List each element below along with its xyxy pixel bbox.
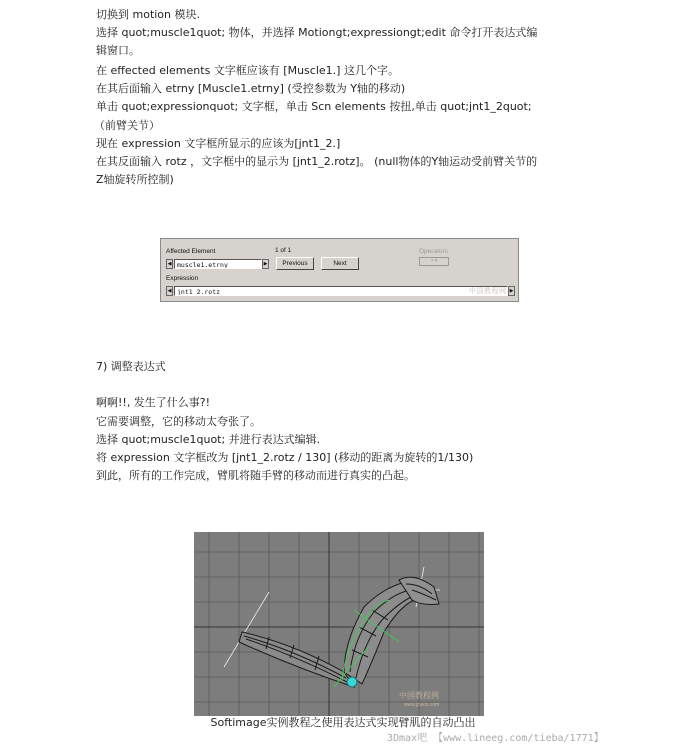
expression-scroll-right-icon[interactable]: ▶ <box>509 288 514 294</box>
step-line-7: （前臂关节） <box>94 119 160 132</box>
step-line-3: 辑窗口。 <box>96 44 140 57</box>
expression-editor-dialog <box>160 238 519 302</box>
affected-scroll-right-icon[interactable]: ▶ <box>263 261 268 267</box>
previous-button[interactable]: Previous <box>276 257 314 270</box>
step-line-2: 选择 quot;muscle1quot; 物体，并选择 Motiongt;expressiongt;edit 命令打开表达式编 <box>96 26 538 39</box>
element-counter: 1 of 1 <box>275 247 292 254</box>
affected-scroll-left-icon[interactable]: ◀ <box>167 261 172 267</box>
affected-element-label: Affected Element <box>166 248 216 255</box>
step-line-6: 单击 quot;expressionquot; 文字框，单击 Scn elements 按扭,单击 quot;jnt1_2quot; <box>96 100 532 113</box>
section-heading: 7) 调整表达式 <box>96 360 166 373</box>
operators-label: Operators <box>419 248 448 255</box>
footer-watermark: 3Dmax吧 【www.lineeg.com/tieba/1771】 <box>387 733 604 744</box>
expression-label: Expression <box>166 275 199 282</box>
expression-scroll-left-icon[interactable]: ◀ <box>167 288 172 294</box>
arm-viewport-image <box>194 532 484 716</box>
affected-element-field[interactable]: muscle1.etrny <box>174 259 262 269</box>
step-b-line-2: 它需要调整，它的移动太夸张了。 <box>96 415 261 428</box>
viewport-watermark: 中国教程网 <box>399 691 439 700</box>
step-b-line-4: 将 expression 文字框改为 [jnt1_2.rotz / 130] (移动的距离为旋转的1/130) <box>96 451 474 464</box>
operators-dropdown[interactable]: + ▾ <box>419 257 449 266</box>
step-line-4: 在 effected elements 文字框应该有 [Muscle1.] 这几个字。 <box>96 64 399 77</box>
step-b-line-5: 到此，所有的工作完成，臂肌将随手臂的移动而进行真实的凸起。 <box>96 469 415 482</box>
step-line-9: 在其反面输入 rotz ，文字框中的显示为 [jnt1_2.rotz]。 (null物体的Y轴运动受前臂关节的 <box>96 155 538 168</box>
step-b-line-3: 选择 quot;muscle1quot; 并进行表达式编辑. <box>96 433 321 446</box>
step-line-5: 在其后面输入 etrny [Muscle1.etrny] (受控参数为 Y轴的移动) <box>96 82 406 95</box>
dialog-watermark: 中国教程网 <box>469 288 507 295</box>
step-line-1: 切换到 motion 模块. <box>96 8 201 21</box>
image-caption: Softimage实例教程之使用表达式实现臂肌的自动凸出 <box>210 716 476 729</box>
step-line-8: 现在 expression 文字框所显示的应该为[jnt1_2.] <box>96 137 341 150</box>
viewport-watermark-url: www.jcwcn.com <box>404 702 440 708</box>
expression-field[interactable]: jnt1_2.rotz <box>174 286 508 296</box>
arm-wireframe-graphic <box>194 532 484 716</box>
step-b-line-1: 啊啊!!, 发生了什么事?! <box>96 396 211 409</box>
next-button[interactable]: Next <box>321 257 359 270</box>
step-line-10: Z轴旋转所控制) <box>96 173 174 186</box>
